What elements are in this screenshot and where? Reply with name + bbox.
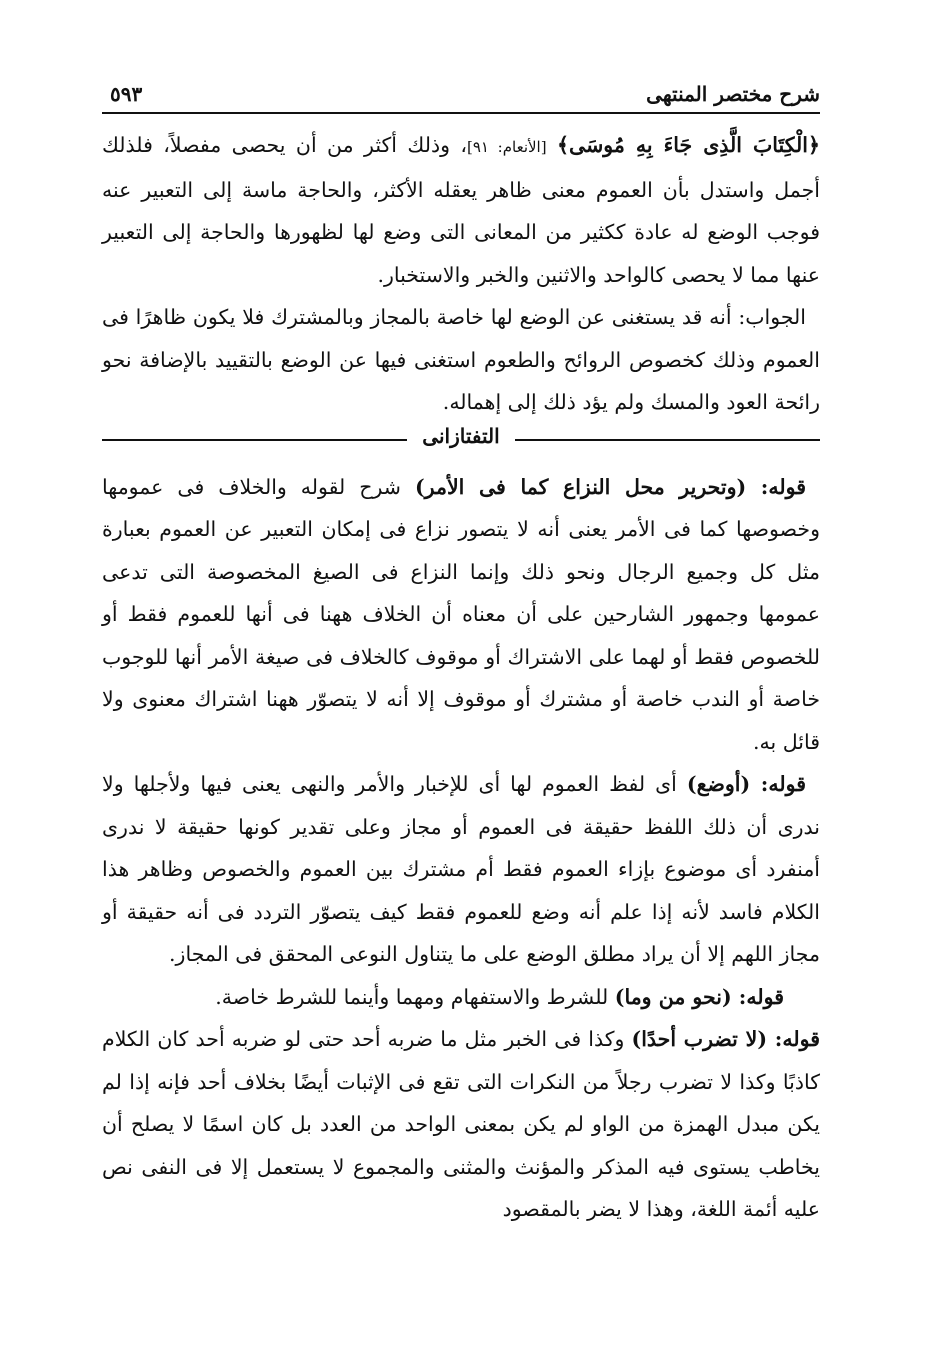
commentary-lemma: قوله: (أوضع) (686, 772, 806, 796)
commentary-paragraph-4 (102, 1018, 820, 1231)
main-paragraph-1 (102, 124, 820, 296)
commentary-lemma: قوله: (نحو من وما) (614, 984, 784, 1009)
commentary-body: وكذا فى الخبر مثل ما ضربه أحد حتى لو ضربه أحد كان الكلام كاذبًا وكذا لا تضرب رجلاً من النكرات التى تقع فى الإثبات أيضًا بخلاف أحد فإنه إذا لم يكن مبدل الهمزة من الواو لم يكن بمعنى الواحد من العدد بل كان اسمًا لا يصلح أن يخاطب يستوى فيه المذكر والمؤنث والمثنى والمجموع لا يستعمل إلا فى النفى نص عليه أئمة اللغة، وهذا لا يضر بالمقصود (102, 1027, 820, 1221)
commentary-lemma: قوله: (وتحرير محل النزاع كما فى الأمر) (414, 474, 806, 499)
commentary-body: أى لفظ العموم لها أى للإخبار والأمر والنهى يعنى فيها ولأجلها ولا ندرى أن ذلك اللفظ حقيقة فى العموم أو مجاز وعلى تقدير كونها حقيقة لا ندرى أمنفرد أى موضوع بإزاء العموم فقط أم مشترك بين العموم والخصوص وظاهر هذا الكلام فاسد لأنه إذا علم أنه وضع للعموم فقط كيف يتصوّر التردد فى أنه حقيقة أو مجاز اللهم إلا أن يراد مطلق الوضع على ما يتناول النوعى المحقق فى المجاز. (102, 772, 820, 966)
main-paragraph-1-text: ، وذلك أكثر من أن يحصى مفصلاً، فلذلك أجمل واستدل بأن العموم معنى ظاهر يعقله الأكثر، والحاجة ماسة إلى التعبير عنه فوجب الوضع له عادة ككثير من المعانى التى وضع لها لظهورها والحاجة إلى التعبير عنها مما لا يحصى كالواحد والاثنين والخبر والاستخبار. (102, 133, 820, 287)
commentary-body: شرح لقوله والخلاف فى عمومها وخصوصها كما فى الأمر يعنى أنه لا يتصور نزاع فى إمكان التعبير عن العموم بعبارة مثل كل وجميع الرجال ونحو ذلك وإنما النزاع فى الصيغ المخصوصة التى تدعى عمومها وجمهور الشارحين على أن معناه أن الخلاف ههنا فى أنها للعموم فقط أو للخصوص فقط أو لهما على الاشتراك أو موقوف كالخلاف فى صيغة الأمر أنها للوجوب خاصة أو الندب خاصة أو مشترك أو موقوف إلا أنه لا يتصوّر ههنا اشتراك معنوى ولا قائل به. (102, 474, 820, 754)
commentary-lemma: قوله: (لا تضرب أحدًا) (631, 1027, 820, 1051)
section-divider (102, 424, 820, 454)
divider-rule-right (515, 439, 820, 441)
commentary-body: للشرط والاستفهام ومهما وأينما للشرط خاصة. (215, 984, 615, 1009)
commentator-label: التفتازانى (422, 423, 500, 448)
verse-citation: [الأنعام: ٩١] (467, 138, 547, 156)
running-title: شرح مختصر المنتهى (646, 82, 820, 106)
main-text (102, 124, 820, 424)
page-number: ٥٩٣ (110, 82, 143, 106)
main-paragraph-2: الجواب: أنه قد يستغنى عن الوضع لها خاصة بالمجاز وبالمشترك فلا يكون ظاهرًا فى العموم وذلك كخصوص الروائح والطعوم استغنى فيها عن الوضع بالتقييد بالإضافة نحو رائحة العود والمسك ولم يؤد ذلك إلى إهماله. (102, 305, 820, 414)
commentary-text (102, 466, 820, 1231)
commentary-paragraph-2 (102, 763, 820, 976)
quran-verse: ﴿الْكِتَابَ الَّذِى جَاءَ بِهِ مُوسَى﴾ (556, 133, 820, 157)
page-header (102, 74, 820, 114)
divider-rule-left (102, 439, 407, 441)
document-page (102, 74, 820, 1359)
commentary-paragraph-3 (102, 976, 820, 1019)
commentary-paragraph-1 (102, 466, 820, 764)
